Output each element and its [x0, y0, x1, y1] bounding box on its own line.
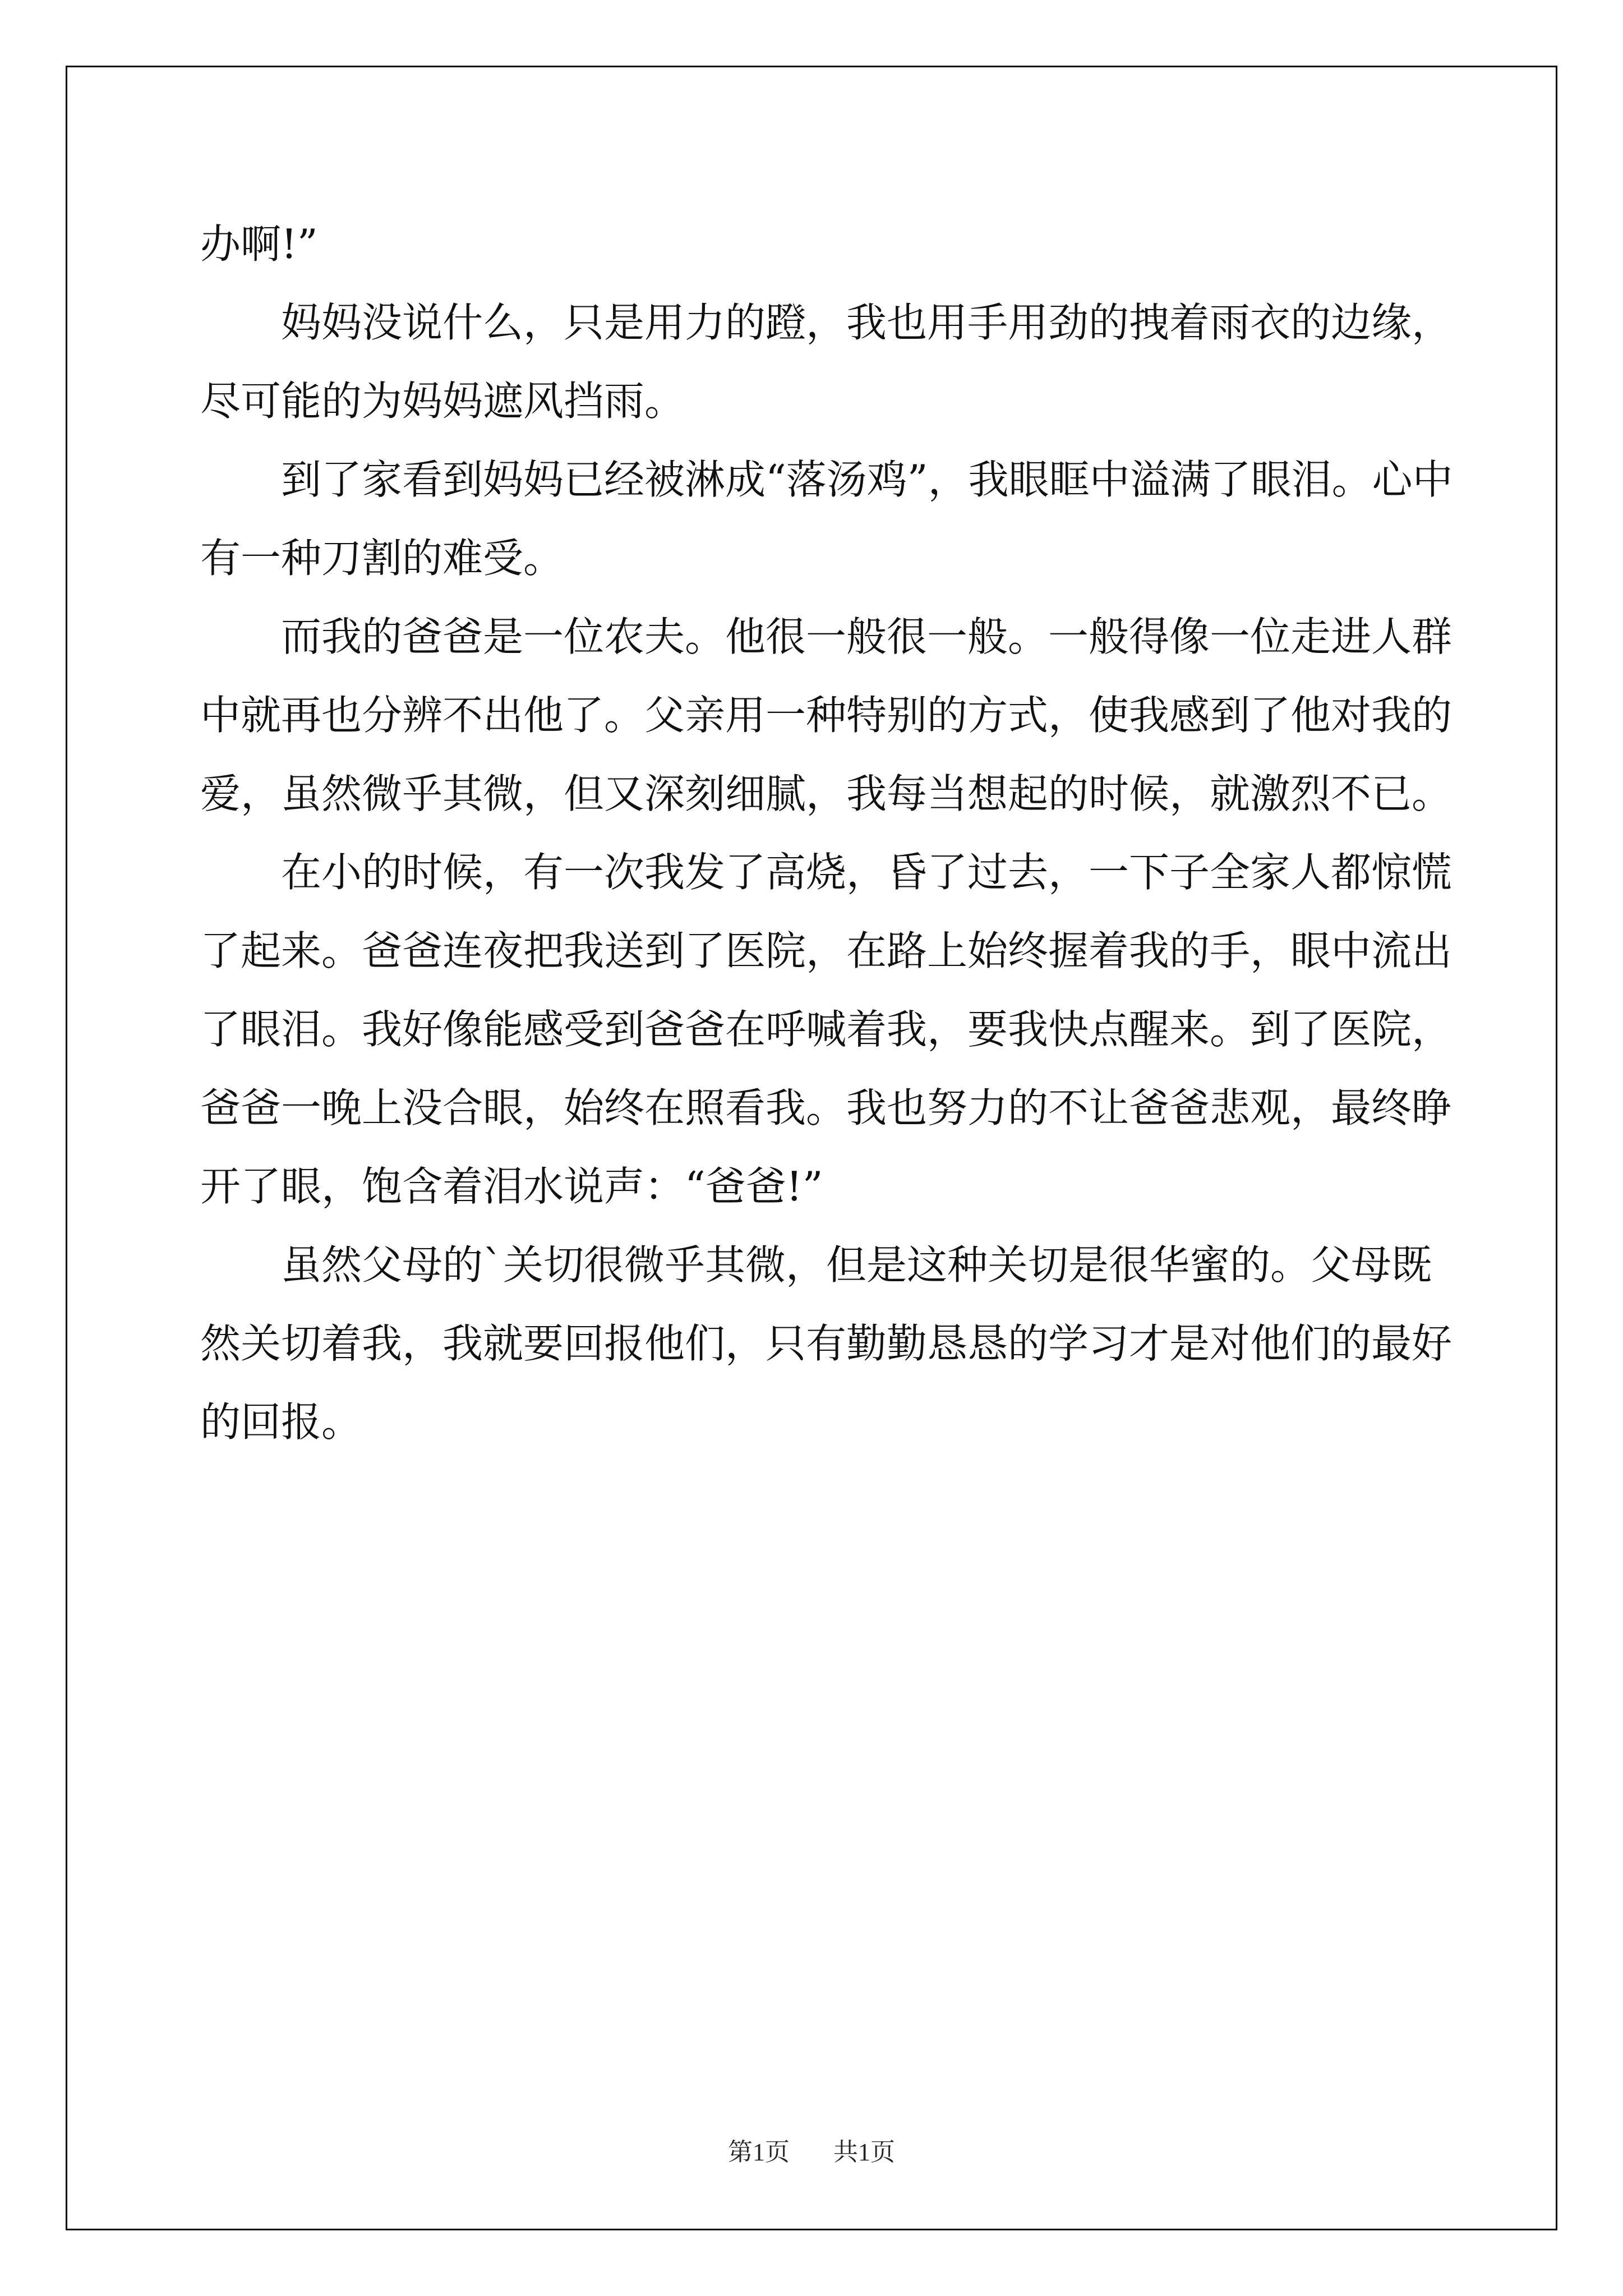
page-number: 第1页: [728, 2138, 790, 2166]
paragraph: 在小的时候，有一次我发了高烧，昏了过去，一下子全家人都惊慌了起来。爸爸连夜把我送到了医院，在路上始终握着我的手，眼中流出了眼泪。我好像能感受到爸爸在呼喊着我，要我快点醒来。到了医院，爸爸一晚上没合眼，始终在照看我。我也努力的不让爸爸悲观，最终睁开了眼，饱含着泪水说声：“爸爸!”: [200, 849, 1453, 1210]
paragraph: 妈妈没说什么，只是用力的蹬，我也用手用劲的拽着雨衣的边缘，尽可能的为妈妈遮风挡雨。: [200, 299, 1453, 425]
page-total: 共1页: [833, 2138, 895, 2166]
paragraph-continuation: 办啊!”: [200, 220, 318, 268]
paragraph: 而我的爸爸是一位农夫。他很一般很一般。一般得像一位走进人群中就再也分辨不出他了。父亲用一种特别的方式，使我感到了他对我的爱，虽然微乎其微，但又深刻细腻，我每当想起的时候，就激烈不已。: [200, 613, 1453, 817]
paragraph: 到了家看到妈妈已经被淋成“落汤鸡”，我眼眶中溢满了眼泪。心中有一种刀割的难受。: [200, 456, 1453, 582]
document-body: [200, 205, 1456, 1461]
paragraph: 虽然父母的`关切很微乎其微，但是这种关切是很华蜜的。父母既然关切着我，我就要回报他们，只有勤勤恳恳的学习才是对他们的最好的回报。: [200, 1241, 1453, 1446]
page-footer: [0, 2132, 1623, 2168]
